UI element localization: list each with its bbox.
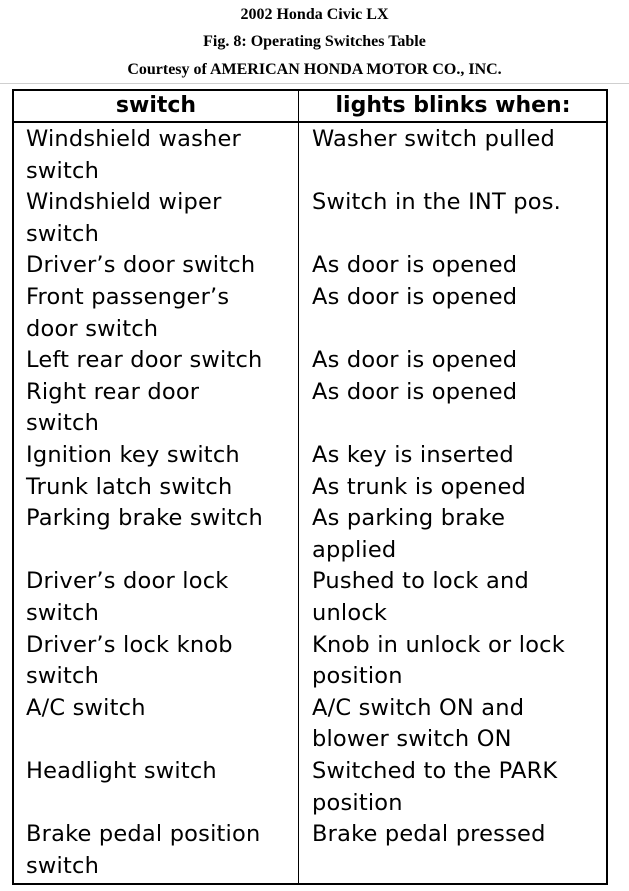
condition-line: unlock xyxy=(312,599,388,626)
condition-line: As trunk is opened xyxy=(312,473,527,500)
switch-name-line: Trunk latch switch xyxy=(26,473,233,500)
condition-line: Pushed to lock and xyxy=(312,568,529,595)
switch-cell xyxy=(26,345,263,377)
switch-name-line: Driver’s door switch xyxy=(26,252,256,279)
switch-cell xyxy=(26,250,255,282)
condition-line: Knob in unlock or lock xyxy=(312,631,565,658)
table-row xyxy=(14,503,606,566)
switch-cell xyxy=(26,819,260,882)
courtesy-line: Courtesy of AMERICAN HONDA MOTOR CO., INC. xyxy=(127,61,502,78)
condition-line: blower switch ON xyxy=(312,726,512,753)
caption-divider xyxy=(0,83,629,84)
condition-line: As door is opened xyxy=(312,252,518,279)
table-row xyxy=(14,377,606,440)
condition-cell xyxy=(312,472,526,504)
condition-line: position xyxy=(312,789,403,816)
switch-cell xyxy=(26,187,222,250)
condition-line: As door is opened xyxy=(312,347,518,374)
document-title: 2002 Honda Civic LX xyxy=(240,6,389,23)
condition-cell xyxy=(312,187,561,219)
condition-line: As door is opened xyxy=(312,284,518,310)
switch-cell xyxy=(26,377,199,440)
header-lights-blink-when: lights blinks when: xyxy=(335,93,571,118)
switch-cell xyxy=(26,630,233,693)
switch-name-line: Parking brake switch xyxy=(26,505,263,532)
condition-line: Switched to the PARK xyxy=(312,758,558,784)
switch-name-line: Driver’s door lock xyxy=(26,568,229,595)
table-row xyxy=(14,282,606,345)
condition-cell xyxy=(312,440,514,472)
condition-cell xyxy=(312,630,565,693)
switch-name-line: Driver’s lock knob xyxy=(26,631,233,658)
switch-name-line: door switch xyxy=(26,315,159,342)
table-row xyxy=(14,472,606,504)
condition-line: A/C switch ON and xyxy=(312,694,525,721)
switch-name-line: switch xyxy=(26,599,100,626)
table-row xyxy=(14,345,606,377)
switch-cell xyxy=(26,566,229,629)
switch-cell xyxy=(26,472,232,504)
table-row xyxy=(14,187,606,250)
switch-cell xyxy=(26,693,146,725)
table-row xyxy=(14,630,606,693)
condition-line: Switch in the INT pos. xyxy=(312,189,561,216)
table-row xyxy=(14,566,606,629)
switch-name-line: A/C switch xyxy=(26,694,146,721)
condition-cell xyxy=(312,693,524,756)
condition-cell xyxy=(312,503,505,566)
table-row xyxy=(14,693,606,756)
table-row xyxy=(14,756,606,819)
switch-cell xyxy=(26,440,240,472)
figure-caption: Fig. 8: Operating Switches Table xyxy=(203,33,426,50)
condition-cell xyxy=(312,124,555,156)
table-row xyxy=(14,819,606,882)
switch-name-line: switch xyxy=(26,157,100,184)
switch-name-line: Windshield washer xyxy=(26,126,241,152)
condition-cell xyxy=(312,377,517,409)
switch-name-line: Ignition key switch xyxy=(26,442,240,468)
condition-cell xyxy=(312,250,517,282)
condition-cell xyxy=(312,819,546,851)
condition-cell xyxy=(312,345,517,377)
condition-cell xyxy=(312,566,529,629)
condition-cell xyxy=(312,756,557,819)
condition-line: As key is inserted xyxy=(312,442,514,468)
condition-line: As door is opened xyxy=(312,378,518,405)
table-row xyxy=(14,124,606,187)
condition-line: position xyxy=(312,663,403,690)
switch-name-line: Left rear door switch xyxy=(26,347,263,374)
switch-name-line: switch xyxy=(26,852,100,879)
header-switch: switch xyxy=(115,93,197,118)
switch-name-line: switch xyxy=(26,663,100,690)
condition-line: applied xyxy=(312,536,397,563)
table-row xyxy=(14,440,606,472)
condition-cell xyxy=(312,282,517,314)
switch-name-line: Front passenger’s xyxy=(26,284,230,310)
condition-line: Washer switch pulled xyxy=(312,126,555,152)
switch-name-line: Headlight switch xyxy=(26,758,217,784)
table-header-row xyxy=(14,91,606,123)
operating-switches-table xyxy=(12,89,608,885)
switch-cell xyxy=(26,756,217,788)
switch-name-line: Windshield wiper xyxy=(26,189,222,216)
switch-name-line: Right rear door xyxy=(26,378,200,405)
switch-cell xyxy=(26,503,263,535)
switch-cell xyxy=(26,282,229,345)
switch-name-line: switch xyxy=(26,410,100,437)
switch-cell xyxy=(26,124,241,187)
condition-line: As parking brake xyxy=(312,505,506,532)
switch-name-line: switch xyxy=(26,220,100,247)
condition-line: Brake pedal pressed xyxy=(312,821,546,848)
table-row xyxy=(14,250,606,282)
switch-name-line: Brake pedal position xyxy=(26,821,261,848)
